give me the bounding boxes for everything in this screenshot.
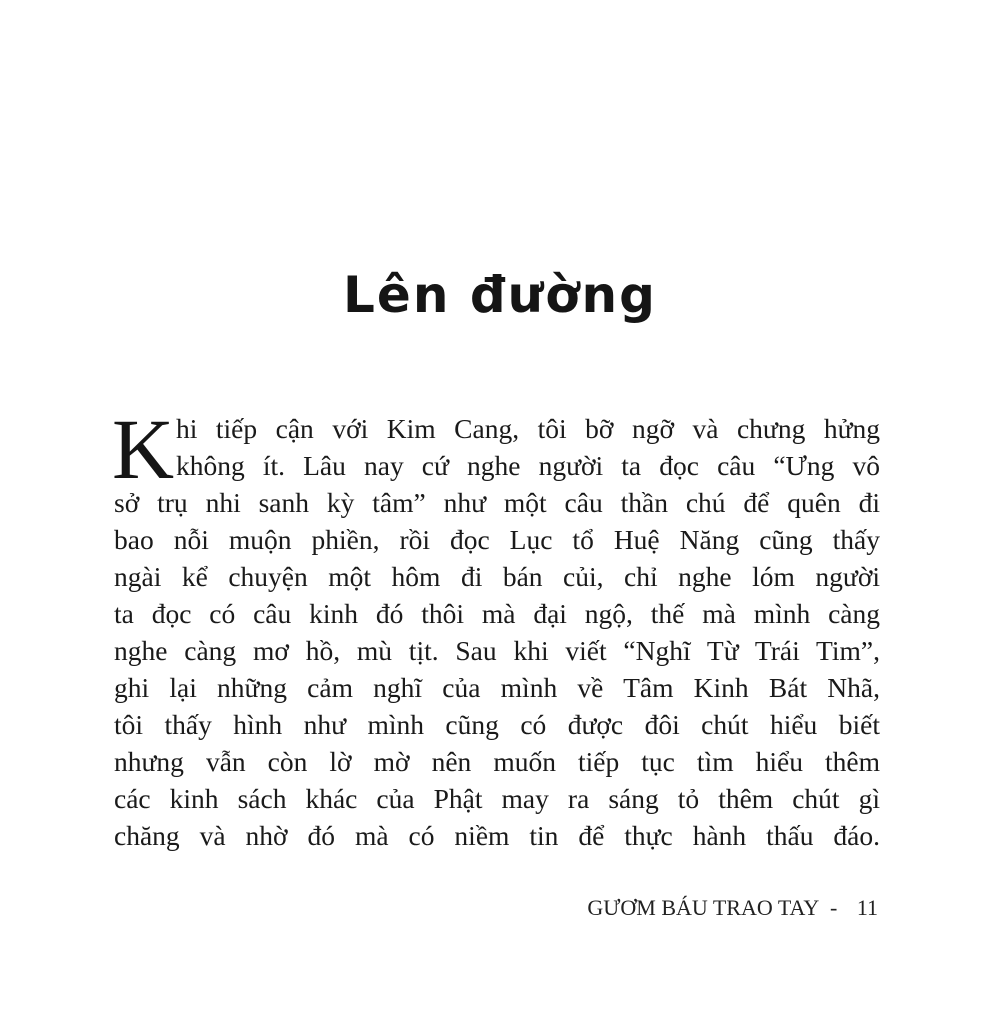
text-line: nhưng vẫn còn lờ mờ nên muốn tiếp tục tìm hiểu thêm [114,746,880,777]
text-line: các kinh sách khác của Phật may ra sáng tỏ thêm chút gì [114,783,880,814]
chapter-title: Lên đường [343,265,657,324]
text-line: ghi lại những cảm nghĩ của mình về Tâm Kinh Bát Nhã, [114,672,880,703]
text-line: sở trụ nhi sanh kỳ tâm” như một câu thần chú để quên đi [114,487,880,518]
footer-separator: - [829,895,838,920]
text-line: ta đọc có câu kinh đó thôi mà đại ngộ, thế mà mình càng [114,598,880,629]
text-line: tôi thấy hình như mình cũng có được đôi chút hiểu biết [114,709,880,740]
drop-cap: K [112,401,175,497]
chapter-body [112,401,880,854]
text-line: nghe càng mơ hồ, mù tịt. Sau khi viết “Nghĩ Từ Trái Tim”, [114,635,880,666]
page-footer [587,895,878,921]
text-line: không ít. Lâu nay cứ nghe người ta đọc câu “Ưng vô [176,450,880,481]
text-line: ngài kể chuyện một hôm đi bán củi, chỉ nghe lóm người [114,561,880,592]
page-number: 11 [856,895,878,920]
running-title: GƯƠM BÁU TRAO TAY [587,895,819,920]
text-line: hi tiếp cận với Kim Cang, tôi bỡ ngỡ và chưng hửng [176,413,880,444]
text-line: chăng và nhờ đó mà có niềm tin để thực hành thấu đáo. [114,820,880,851]
text-line: bao nỗi muộn phiền, rồi đọc Lục tổ Huệ Năng cũng thấy [114,524,880,555]
